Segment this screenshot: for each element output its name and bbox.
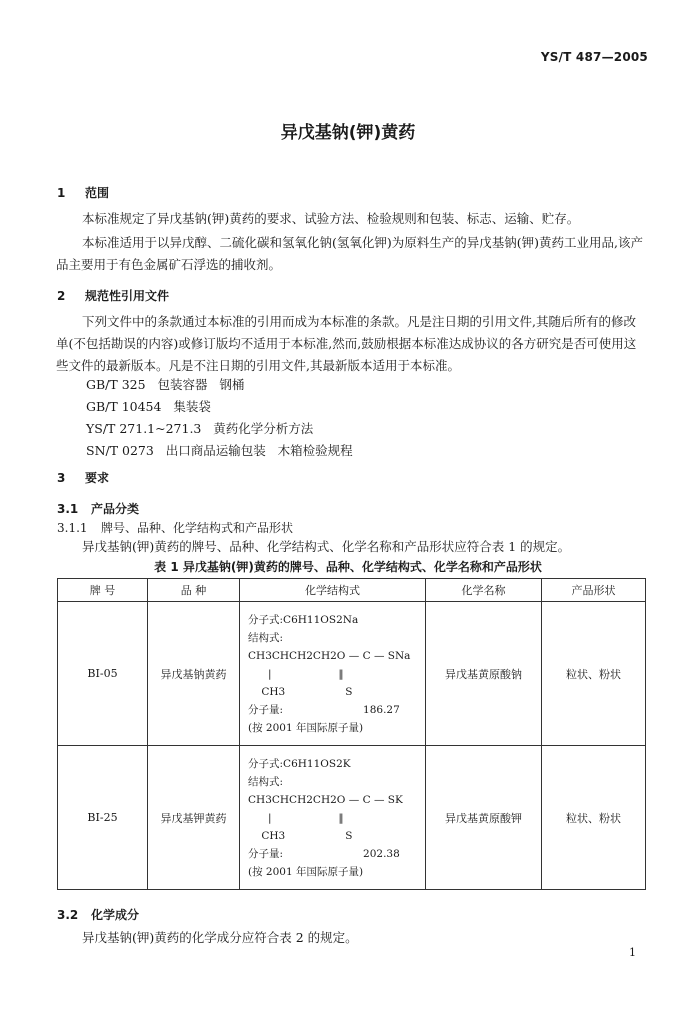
structure-line: CH3 S — [248, 685, 353, 698]
section-2-heading — [57, 287, 169, 304]
molecular-weight — [248, 701, 421, 719]
cell-variety: 异戊基钾黄药 — [148, 746, 240, 890]
structure-label: 结构式: — [248, 775, 284, 788]
molecular-formula: 分子式:C6H11OS2K — [248, 757, 351, 770]
section-number: 3.1.1 — [57, 521, 88, 535]
molecular-weight — [248, 845, 421, 863]
header-chem-name: 化学名称 — [426, 579, 542, 602]
section-3-1-1-paragraph: 异戊基钠(钾)黄药的牌号、品种、化学结构式、化学名称和产品形状应符合表 1 的规定。 — [82, 539, 571, 554]
molecular-formula: 分子式:C6H11OS2Na — [248, 613, 359, 626]
reference-list — [86, 374, 353, 462]
mw-value: 202.38 — [363, 847, 400, 860]
section-title: 范围 — [85, 186, 110, 200]
header-grade: 牌 号 — [58, 579, 148, 602]
mw-note: (按 2001 年国际原子量) — [248, 865, 364, 878]
section-3-1-heading — [57, 500, 139, 517]
section-title: 牌号、品种、化学结构式和产品形状 — [101, 521, 294, 535]
section-title: 要求 — [85, 471, 110, 485]
page-number: 1 — [629, 946, 636, 959]
reference-item: YS/T 271.1~271.3 黄药化学分析方法 — [86, 421, 314, 436]
mw-value: 186.27 — [363, 703, 400, 716]
section-3-heading — [57, 469, 109, 486]
section-1-heading — [57, 184, 109, 201]
section-title: 规范性引用文件 — [85, 289, 170, 303]
section-1-paragraph-2: 本标准适用于以异戊醇、二硫化碳和氢氧化钠(氢氧化钾)为原料生产的异戊基钠(钾)黄药工业用品,该产品主要用于有色金属矿石浮选的捕收剂。 — [56, 235, 643, 272]
document-title: 异戊基钠(钾)黄药 — [280, 123, 416, 143]
cell-chem-name: 异戊基黄原酸钠 — [426, 602, 542, 746]
header-shape: 产品形状 — [542, 579, 646, 602]
table-row — [58, 602, 646, 746]
section-3-2-paragraph: 异戊基钠(钾)黄药的化学成分应符合表 2 的规定。 — [82, 930, 358, 945]
section-title: 产品分类 — [91, 502, 140, 516]
reference-item: SN/T 0273 出口商品运输包装 木箱检验规程 — [86, 443, 353, 458]
structure-line: | ‖ — [248, 811, 344, 824]
cell-grade: BI-05 — [58, 602, 148, 746]
table-1 — [57, 578, 646, 890]
mw-label: 分子量: — [248, 847, 284, 860]
section-number: 3.2 — [57, 908, 79, 922]
header-structure: 化学结构式 — [240, 579, 426, 602]
standard-code: YS/T 487—2005 — [540, 50, 648, 64]
structure-line: | ‖ — [248, 667, 344, 680]
section-number: 3.1 — [57, 502, 79, 516]
section-title: 化学成分 — [91, 908, 140, 922]
cell-shape: 粒状、粉状 — [542, 602, 646, 746]
table-row — [58, 746, 646, 890]
cell-structure — [240, 602, 426, 746]
section-number: 2 — [57, 289, 66, 303]
cell-variety: 异戊基钠黄药 — [148, 602, 240, 746]
section-3-2-heading — [57, 906, 139, 923]
structure-line: CH3CHCH2CH2O — C — SK — [248, 793, 403, 806]
section-3-1-1-heading — [57, 519, 293, 536]
table-1-caption: 表 1 异戊基钠(钾)黄药的牌号、品种、化学结构式、化学名称和产品形状 — [154, 560, 542, 574]
reference-item: GB/T 10454 集装袋 — [86, 399, 211, 414]
cell-chem-name: 异戊基黄原酸钾 — [426, 746, 542, 890]
table-header-row — [58, 579, 646, 602]
header-variety: 品 种 — [148, 579, 240, 602]
mw-note: (按 2001 年国际原子量) — [248, 721, 364, 734]
mw-label: 分子量: — [248, 703, 284, 716]
cell-grade: BI-25 — [58, 746, 148, 890]
structure-line: CH3 S — [248, 829, 353, 842]
cell-structure — [240, 746, 426, 890]
section-2-paragraph-1: 下列文件中的条款通过本标准的引用而成为本标准的条款。凡是注日期的引用文件,其随后所有的修改单(不包括勘误的内容)或修订版均不适用于本标准,然而,鼓励根据本标准达成协议的各方研究是否可使用这些文件的最新版本。凡是不注日期的引用文件,其最新版本适用于本标准。 — [56, 314, 637, 373]
section-1-paragraph-1: 本标准规定了异戊基钠(钾)黄药的要求、试验方法、检验规则和包装、标志、运输、贮存。 — [82, 211, 580, 226]
section-number: 1 — [57, 186, 66, 200]
section-number: 3 — [57, 471, 66, 485]
cell-shape: 粒状、粉状 — [542, 746, 646, 890]
structure-label: 结构式: — [248, 631, 284, 644]
structure-line: CH3CHCH2CH2O — C — SNa — [248, 649, 411, 662]
reference-item: GB/T 325 包装容器 钢桶 — [86, 377, 245, 392]
